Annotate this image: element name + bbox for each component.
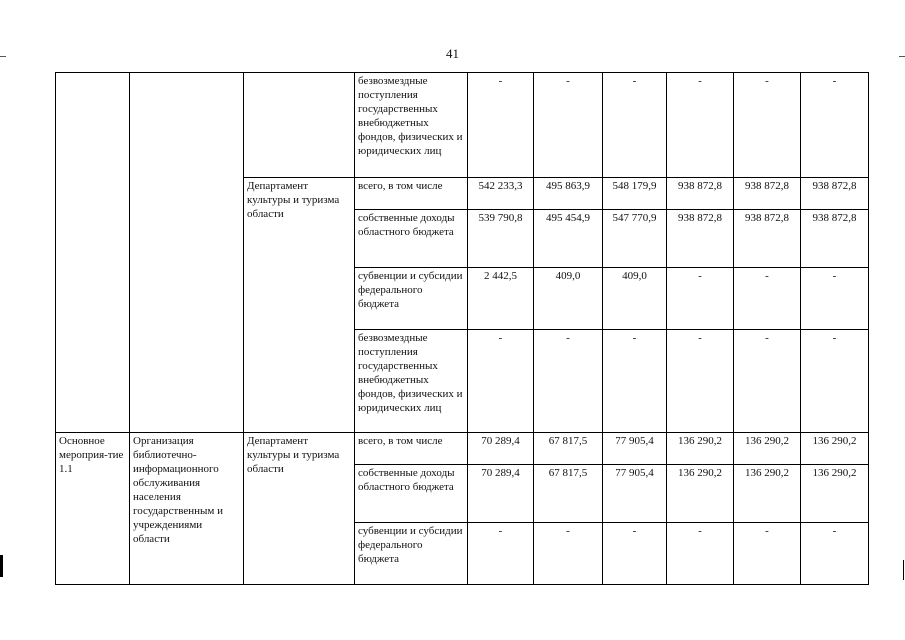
cell-value: 70 289,4 <box>468 433 534 465</box>
cell-value: 67 817,5 <box>534 433 603 465</box>
cell-value: - <box>468 523 534 585</box>
cell-source: всего, в том числе <box>355 433 468 465</box>
cell-value: 77 905,4 <box>603 465 667 523</box>
scan-mark-right <box>903 560 904 580</box>
cell-value: 136 290,2 <box>667 465 734 523</box>
cell-value: - <box>801 523 869 585</box>
cell-c3: Департамент культуры и туризма области <box>244 178 355 433</box>
cell-source: субвенции и субсидии федерального бюджета <box>355 523 468 585</box>
cell-value: - <box>468 73 534 178</box>
cell-value: 938 872,8 <box>734 210 801 268</box>
cell-source: субвенции и субсидии федерального бюджета <box>355 268 468 330</box>
cell-value: - <box>734 268 801 330</box>
cell-value: 547 770,9 <box>603 210 667 268</box>
cell-c1 <box>56 73 130 433</box>
table-row <box>56 73 869 178</box>
page-number: 41 <box>446 46 459 61</box>
cell-value: 938 872,8 <box>801 210 869 268</box>
table-row <box>56 433 869 465</box>
cell-value: - <box>667 73 734 178</box>
cell-value: 938 872,8 <box>801 178 869 210</box>
cell-value: 136 290,2 <box>734 433 801 465</box>
cell-value: - <box>801 73 869 178</box>
cell-source: собственные доходы областного бюджета <box>355 210 468 268</box>
cell-value: - <box>734 330 801 433</box>
cell-value: 495 863,9 <box>534 178 603 210</box>
cell-value: - <box>667 523 734 585</box>
cell-value: 67 817,5 <box>534 465 603 523</box>
cell-value: - <box>734 523 801 585</box>
cell-value: 136 290,2 <box>801 465 869 523</box>
cell-value: 136 290,2 <box>667 433 734 465</box>
scan-tick-left <box>0 56 6 57</box>
cell-value: 409,0 <box>603 268 667 330</box>
cell-value: - <box>603 73 667 178</box>
cell-value: - <box>801 268 869 330</box>
cell-c1: Основное мероприя-тие 1.1 <box>56 433 130 585</box>
cell-source: безвозмездные поступления государственных внебюджетных фондов, физических и юридических лиц <box>355 330 468 433</box>
cell-value: - <box>534 523 603 585</box>
cell-value: - <box>468 330 534 433</box>
cell-value: 539 790,8 <box>468 210 534 268</box>
cell-value: 70 289,4 <box>468 465 534 523</box>
scan-mark-left <box>0 555 3 577</box>
cell-value: 542 233,3 <box>468 178 534 210</box>
cell-c2 <box>130 73 244 433</box>
cell-source: собственные доходы областного бюджета <box>355 465 468 523</box>
cell-value: - <box>534 330 603 433</box>
cell-value: - <box>667 268 734 330</box>
cell-source: безвозмездные поступления государственных внебюджетных фондов, физических и юридических лиц <box>355 73 468 178</box>
cell-source: всего, в том числе <box>355 178 468 210</box>
cell-value: 2 442,5 <box>468 268 534 330</box>
cell-c3: Департамент культуры и туризма области <box>244 433 355 585</box>
cell-value: - <box>534 73 603 178</box>
cell-value: - <box>734 73 801 178</box>
cell-value: 409,0 <box>534 268 603 330</box>
cell-value: 938 872,8 <box>667 210 734 268</box>
cell-value: 938 872,8 <box>667 178 734 210</box>
cell-value: - <box>603 330 667 433</box>
budget-table <box>55 72 869 585</box>
cell-value: 77 905,4 <box>603 433 667 465</box>
cell-value: - <box>667 330 734 433</box>
cell-value: 548 179,9 <box>603 178 667 210</box>
cell-value: - <box>801 330 869 433</box>
cell-c2: Организация библиотечно-информационного обслуживания населения государственным и учреждениями области <box>130 433 244 585</box>
cell-value: 136 290,2 <box>734 465 801 523</box>
cell-c3 <box>244 73 355 178</box>
cell-value: 938 872,8 <box>734 178 801 210</box>
scan-tick-right <box>899 56 905 57</box>
cell-value: - <box>603 523 667 585</box>
cell-value: 495 454,9 <box>534 210 603 268</box>
cell-value: 136 290,2 <box>801 433 869 465</box>
